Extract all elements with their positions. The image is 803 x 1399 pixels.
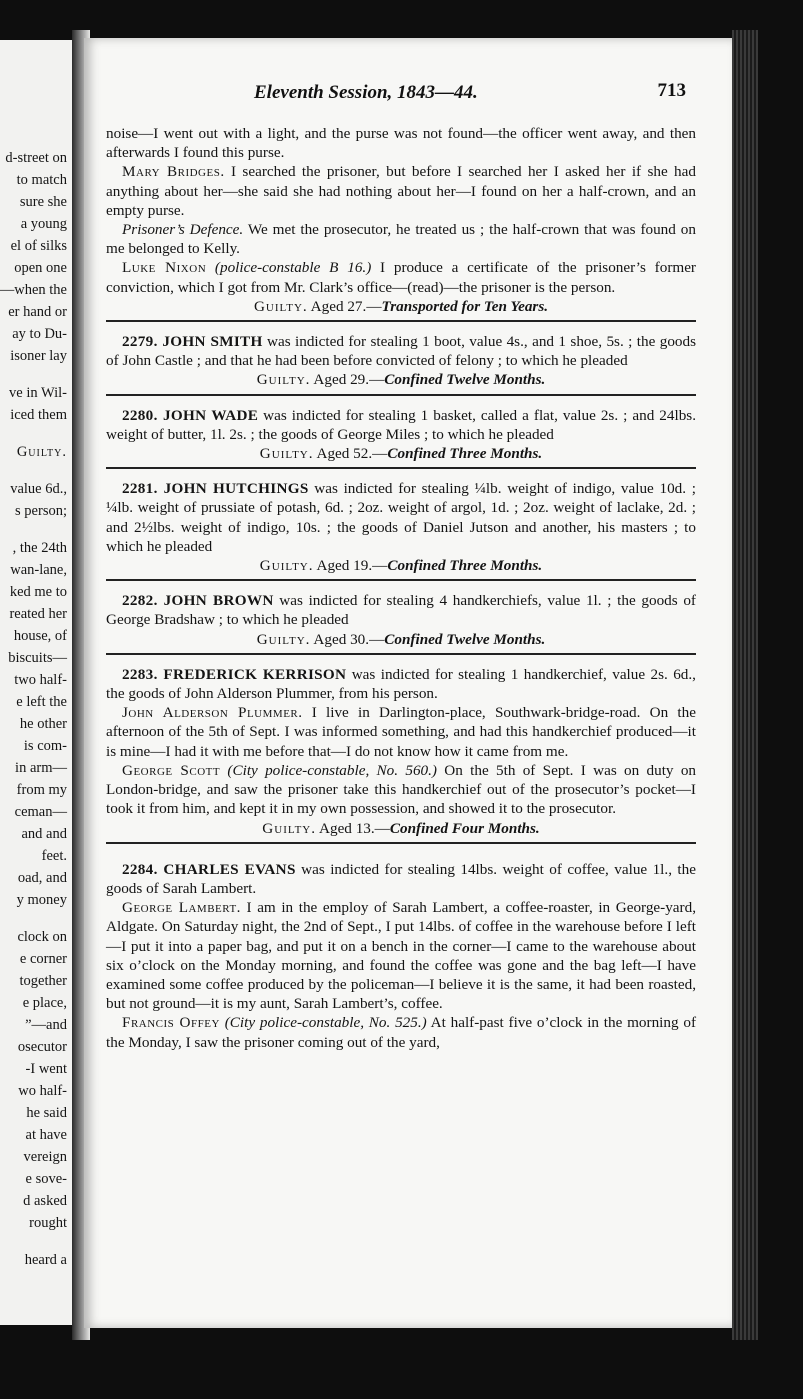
verdict: Guilty. Aged 19.—Confined Three Months. (259, 557, 543, 575)
running-title: Eleventh Session, 1843—44. (254, 82, 478, 103)
left-page-line: -I went (25, 1061, 67, 1077)
left-page-line: to match (16, 172, 67, 188)
left-page-line: wo half- (18, 1083, 67, 1099)
divider (106, 467, 696, 469)
left-page-line: e sove- (25, 1171, 67, 1187)
left-page-line: y money (16, 892, 67, 908)
left-page-line: oad, and (17, 870, 67, 886)
witness-name: Mary Bridges. (122, 163, 225, 181)
left-page-line: and and (21, 826, 67, 842)
case-2283 (106, 665, 696, 838)
case-paragraph: 2284. CHARLES EVANS was indicted for stealing 14lbs. weight of coffee, value 1l., the goods of Sarah Lambert. (106, 860, 696, 897)
witness-name: Luke Nixon (122, 259, 207, 277)
case-paragraph: 2279. JOHN SMITH was indicted for stealing 1 boot, value 4s., and 1 shoe, 5s. ; the goods of John Castle ; and that he had been before convicted of felony ; to which he pleaded (106, 333, 697, 370)
verdict: Guilty. Aged 13.—Confined Four Months. (262, 819, 540, 837)
testimony: George Scott (City police-constable, No. 560.) On the 5th of Sept. I was on duty on London-bridge, and saw the prisoner take this handkerchief out of the prosecutor’s pocket—I took it from him, and kept it in my own possession, and showed it to the prosecutor. (106, 761, 697, 818)
witness-name: John Alderson Plummer. (122, 704, 303, 722)
case-heading: 2283. FREDERICK KERRISON (122, 665, 347, 683)
left-page-line: e corner (19, 951, 67, 967)
left-page-line: d-street on (5, 150, 67, 166)
left-page-line: reated her (9, 606, 67, 622)
divider (106, 842, 696, 844)
paragraph: Prisoner’s Defence. We met the prosecutor, he treated us ; the half-crown that was found on me belonged to Kelly. (106, 221, 696, 258)
case-paragraph: 2280. JOHN WADE was indicted for stealing 1 basket, called a flat, value 2s. ; and 24lbs. weight of butter, 1l. 2s. ; the goods of George Miles ; to which he pleaded (106, 406, 696, 443)
left-page-line: ked me to (9, 584, 67, 600)
left-page-line: osecutor (17, 1039, 67, 1055)
page-edges (732, 30, 758, 1340)
case-paragraph: 2282. JOHN BROWN was indicted for stealing 4 handkerchiefs, value 1l. ; the goods of George Bradshaw ; to which he pleaded (106, 592, 696, 629)
left-page-line: rought (29, 1215, 67, 1231)
left-page-line: together (19, 973, 67, 989)
left-page-line: ay to Du- (12, 326, 67, 342)
left-page-line: Guilty. (16, 444, 67, 460)
verdict: Guilty. Aged 30.—Confined Twelve Months. (256, 630, 546, 648)
case-paragraph: 2281. JOHN HUTCHINGS was indicted for stealing ¼lb. weight of indigo, value 10d. ; ¼lb. weight of prussiate of potash, 6d. ; 2oz. weight of argol, 1d. ; 2oz. weight of laclake, 2d. ; and 2½lbs. weight of indigo, 10s. ; the goods of Daniel Jutson and another, his masters ; to which he pleaded (106, 480, 696, 555)
case-heading: 2279. JOHN SMITH (122, 333, 263, 351)
divider (106, 320, 696, 322)
right-page (84, 38, 732, 1328)
divider (106, 653, 696, 655)
left-page-line: wan-lane, (10, 562, 67, 578)
case-heading: 2280. JOHN WADE (122, 406, 259, 424)
left-page (0, 40, 75, 1325)
left-page-line: e left the (16, 694, 67, 710)
left-page-line: a young (20, 216, 67, 232)
defence-label: Prisoner’s Defence. (122, 221, 244, 239)
left-page-line: open one (14, 260, 67, 276)
left-page-line: vereign (23, 1149, 67, 1165)
paragraph: noise—I went out with a light, and the purse was not found—the officer went away, and then afterwards I found this purse. (106, 125, 696, 162)
left-page-line: biscuits— (8, 650, 67, 666)
left-page-line: d asked (23, 1193, 67, 1209)
left-page-line: el of silks (10, 238, 67, 254)
case-2281 (106, 479, 696, 575)
left-page-line: heard a (24, 1252, 67, 1268)
case-heading: 2284. CHARLES EVANS (122, 860, 296, 878)
divider (106, 394, 696, 396)
case-2282 (106, 591, 696, 649)
paragraph: Luke Nixon (police-constable B 16.) I produce a certificate of the prisoner’s former conviction, which I got from Mr. Clark’s office—(read)—the prisoner is the person. (106, 259, 696, 296)
case-paragraph: 2283. FREDERICK KERRISON was indicted for stealing 1 handkerchief, value 2s. 6d., the goods of John Alderson Plummer, from his person. (106, 665, 696, 703)
left-page-line: he other (19, 716, 67, 732)
page-number: 713 (657, 80, 686, 101)
witness-name: George Lambert. (122, 899, 241, 917)
left-page-line: s person; (15, 503, 67, 519)
case-heading: 2281. JOHN HUTCHINGS (122, 480, 309, 498)
divider (106, 579, 696, 581)
left-page-line: ceman— (14, 804, 67, 820)
testimony: George Lambert. I am in the employ of Sarah Lambert, a coffee-roaster, in George-yard, Aldgate. On Saturday night, the 2nd of Sept., I put 14lbs. of coffee in the warehouse before I left—I put it into a paper bag, and put it on a bench in the corner—I came to the warehouse about six o’clock on the Monday morning, and found the coffee was gone and the bag left—I have examined some coffee produced by the policeman—I believe it is the same, it had been roasted, but not ground—it is my aunt, Sarah Lambert’s, coffee. (106, 899, 696, 1013)
left-page-line: clock on (17, 929, 67, 945)
left-page-line: —when the (0, 282, 67, 298)
verdict: Guilty. Aged 27.—Transported for Ten Years. (253, 297, 549, 315)
left-page-line: in arm— (15, 760, 67, 776)
verdict: Guilty. Aged 29.—Confined Twelve Months. (256, 371, 546, 389)
left-page-line: ”—and (25, 1017, 67, 1033)
left-page-line: at have (25, 1127, 67, 1143)
left-page-line: isoner lay (10, 348, 67, 364)
left-page-line: ve in Wil- (9, 385, 67, 401)
witness-name: Francis Offey (122, 1014, 220, 1032)
left-page-line: is com- (23, 738, 67, 754)
case-2284 (106, 860, 696, 1052)
case-2279 (106, 332, 696, 390)
testimony: John Alderson Plummer. I live in Darlington-place, Southwark-bridge-road. On the afternoon of the 5th of Sept. I was informed something, and had this handkerchief produced—it is mine—I had it with me before that—I do not know how it came from me. (106, 704, 696, 760)
case-2280 (106, 406, 696, 464)
left-page-line: value 6d., (10, 481, 67, 497)
paragraph: Mary Bridges. I searched the prisoner, but before I searched her I asked her if she had anything about her—she said she had nothing about her—I found on her a half-crown, and an empty purse. (106, 163, 696, 219)
left-page-line: sure she (19, 194, 67, 210)
page-header (84, 82, 732, 108)
page-text (106, 124, 696, 1052)
left-page-line: iced them (10, 407, 67, 423)
witness-name: George Scott (122, 761, 221, 779)
verdict: Guilty. Aged 52.—Confined Three Months. (259, 445, 543, 463)
left-page-line: feet. (41, 848, 67, 864)
testimony: Francis Offey (City police-constable, No. 525.) At half-past five o’clock in the morning of the Monday, I saw the prisoner coming out of the yard, (106, 1014, 697, 1051)
left-page-line: er hand or (8, 304, 67, 320)
left-page-line: two half- (14, 672, 67, 688)
left-page-line: from my (16, 782, 67, 798)
left-page-line: house, of (13, 628, 67, 644)
case-heading: 2282. JOHN BROWN (122, 592, 274, 610)
left-page-line: he said (26, 1105, 67, 1121)
left-page-line: , the 24th (12, 540, 67, 556)
left-page-line: e place, (22, 995, 67, 1011)
